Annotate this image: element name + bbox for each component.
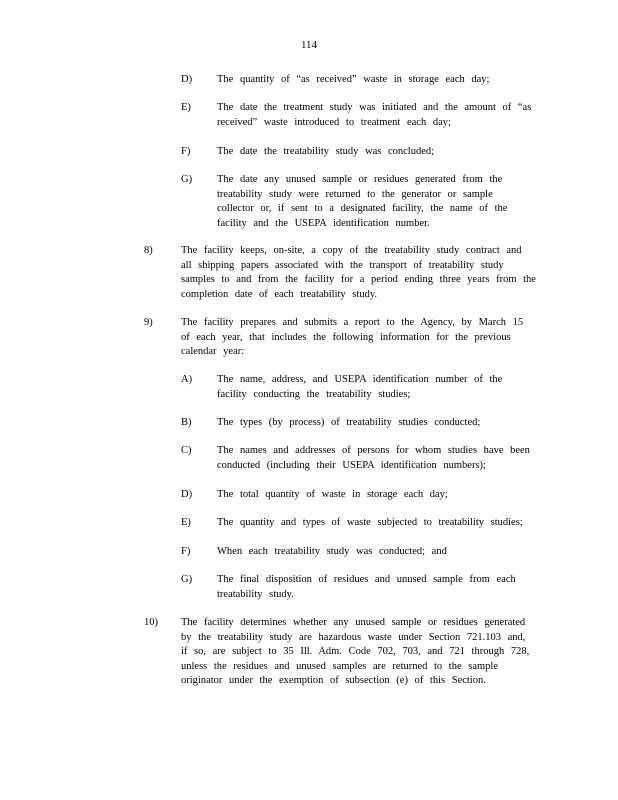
item-text: The types (by process) of treatability studies conducted;	[217, 417, 481, 428]
item-label: D)	[181, 489, 193, 500]
item-text: The total quantity of waste in storage each day;	[217, 489, 448, 500]
item-label: G)	[181, 574, 193, 585]
item-text: The name, address, and USEPA identification number of the facility conducting the treatability studies;	[217, 374, 503, 400]
item-label: B)	[181, 417, 192, 428]
item-text: The facility keeps, on-site, a copy of the treatability study contract and all shipping papers associated with the transport of treatability study samples to and from the facility for a period ending three years from the completion date of each treatability study.	[181, 245, 536, 300]
item-text: The names and addresses of persons for whom studies have been conducted (including their USEPA identification numbers);	[217, 445, 530, 471]
item-text: The final disposition of residues and unused sample from each treatability study.	[217, 574, 516, 600]
item-label: E)	[181, 102, 191, 113]
item-label: A)	[181, 374, 193, 385]
item-text: The date the treatability study was concluded;	[217, 146, 435, 157]
item-text: The facility determines whether any unused sample or residues generated by the treatability study are hazardous waste under Section 721.103 and, if so, are subject to 35 Ill. Adm. Code 702, 703, and 721 through 728, unless the residues and unused samples are returned to the sample originator under the exemption of subsection (e) of this Section.	[181, 617, 530, 686]
item-text: The date the treatment study was initiated and the amount of “as received” waste introduced to treatment each day;	[217, 102, 532, 128]
item-text: The quantity and types of waste subjected to treatability studies;	[217, 517, 523, 528]
item-label: 8)	[144, 245, 153, 256]
item-text: When each treatability study was conducted; and	[217, 546, 447, 557]
item-text: The date any unused sample or residues generated from the treatability study were returned to the generator or sample collector or, if sent to a designated facility, the name of the facility and the USEPA identification number.	[217, 174, 508, 229]
item-label: 10)	[144, 617, 158, 628]
item-label: E)	[181, 517, 191, 528]
item-label: C)	[181, 445, 192, 456]
item-text: The facility prepares and submits a report to the Agency, by March 15 of each year, that includes the following information for the previous calendar year:	[181, 317, 524, 357]
item-label: F)	[181, 146, 191, 157]
page-number: 114	[300, 39, 318, 51]
item-label: 9)	[144, 317, 153, 328]
item-label: D)	[181, 74, 193, 85]
item-label: F)	[181, 546, 191, 557]
item-label: G)	[181, 174, 193, 185]
item-text: The quantity of “as received” waste in storage each day;	[217, 74, 490, 85]
